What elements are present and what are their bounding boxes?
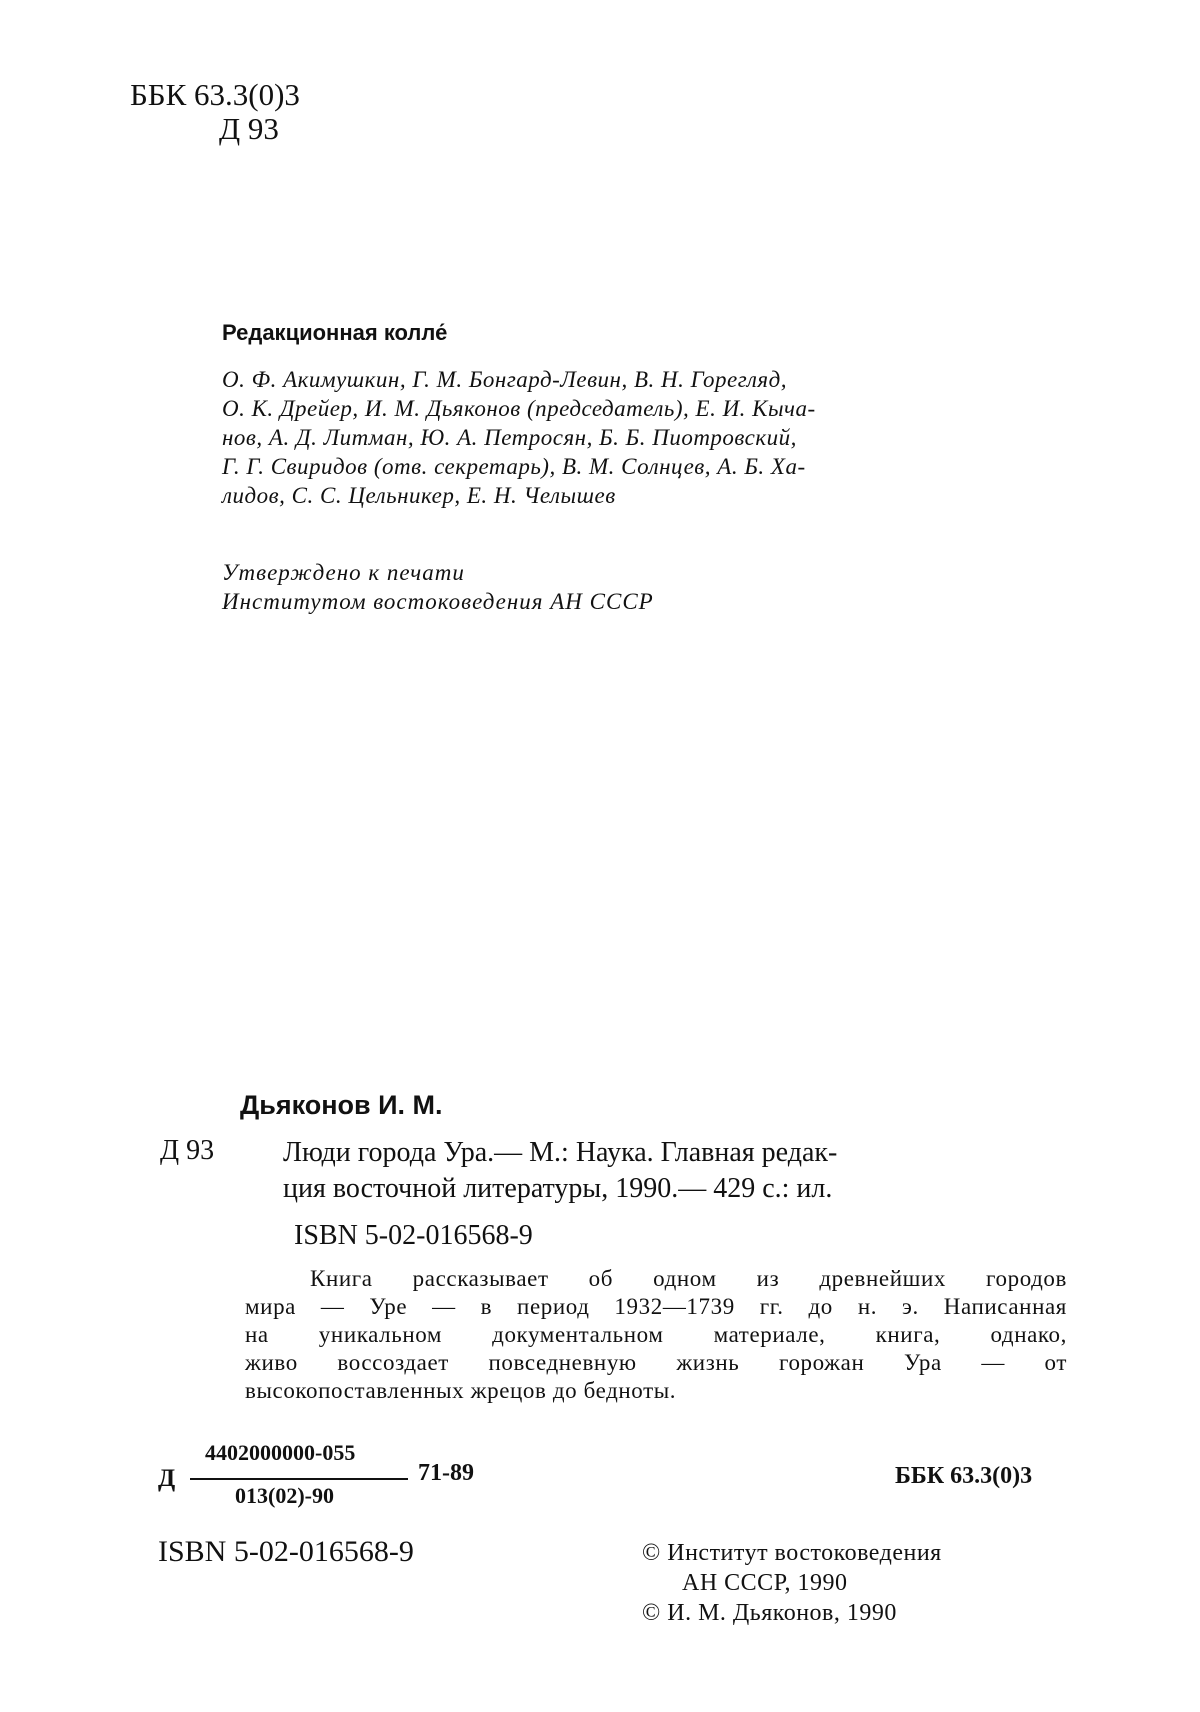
board-line: О. Ф. Акимушкин, Г. М. Бонгард-Левин, В. Н. Горегляд, (222, 367, 788, 392)
editorial-board-members (222, 365, 1042, 510)
annotation-line: на уникальном документальном материале, книга, однако, (245, 1322, 1067, 1347)
catalog-isbn: ISBN 5-02-016568-9 (294, 1220, 533, 1251)
bbk-code: ББК 63.3(0)3 (130, 77, 300, 112)
approval-line-2: Институтом востоковедения АН СССР (222, 589, 654, 614)
author-mark: Д 93 (219, 111, 279, 146)
imprint-bbk: ББК 63.3(0)3 (895, 1463, 1033, 1489)
classification-block (130, 78, 300, 146)
annotation (245, 1265, 1067, 1405)
annotation-line: Книга рассказывает об одном из древнейших городов (310, 1266, 1067, 1291)
approval-block (222, 558, 654, 616)
annotation-line: мира — Уре — в период 1932—1739 гг. до н. э. Написанная (245, 1294, 1067, 1319)
board-line: О. К. Дрейер, И. М. Дьяконов (председатель), Е. И. Кыча- (222, 396, 816, 421)
fraction-divider (190, 1478, 408, 1480)
approval-line-1: Утверждено к печати (222, 560, 465, 585)
annotation-line: живо воссоздает повседневную жизнь горожан Ура — от (245, 1350, 1067, 1375)
board-line: Г. Г. Свиридов (отв. секретарь), В. М. Солнцев, А. Б. Ха- (222, 454, 806, 479)
board-line: нов, А. Д. Литман, Ю. А. Петросян, Б. Б. Пиотровский, (222, 425, 797, 450)
catalog-index: Д 93 (160, 1135, 215, 1166)
imprint-denominator: 013(02)-90 (235, 1483, 334, 1508)
catalog-reference (283, 1135, 837, 1207)
reference-line-2: ция восточной литературы, 1990.— 429 с.: ил. (283, 1173, 833, 1204)
copyright-author: © И. М. Дьяконов, 1990 (642, 1600, 897, 1626)
imprint-numerator: 4402000000-055 (205, 1440, 356, 1465)
board-line: лидов, С. С. Цельникер, Е. Н. Челышев (222, 483, 616, 508)
imprint-code-letter: Д (158, 1465, 176, 1492)
copyright-institute-cont: АН СССР, 1990 (682, 1570, 848, 1596)
reference-line-1: Люди города Ура.— М.: Наука. Главная редак- (283, 1137, 838, 1168)
copyright-block (642, 1538, 942, 1628)
copyright-institute: © Институт востоковедения (642, 1540, 942, 1566)
imprint-suffix: 71-89 (418, 1460, 474, 1486)
editorial-board-title: Редакционная колле́ (222, 320, 448, 345)
catalog-author: Дьяконов И. М. (240, 1090, 443, 1120)
annotation-line: высокопоставленных жрецов до бедноты. (245, 1378, 677, 1403)
imprint-isbn: ISBN 5-02-016568-9 (158, 1535, 414, 1568)
